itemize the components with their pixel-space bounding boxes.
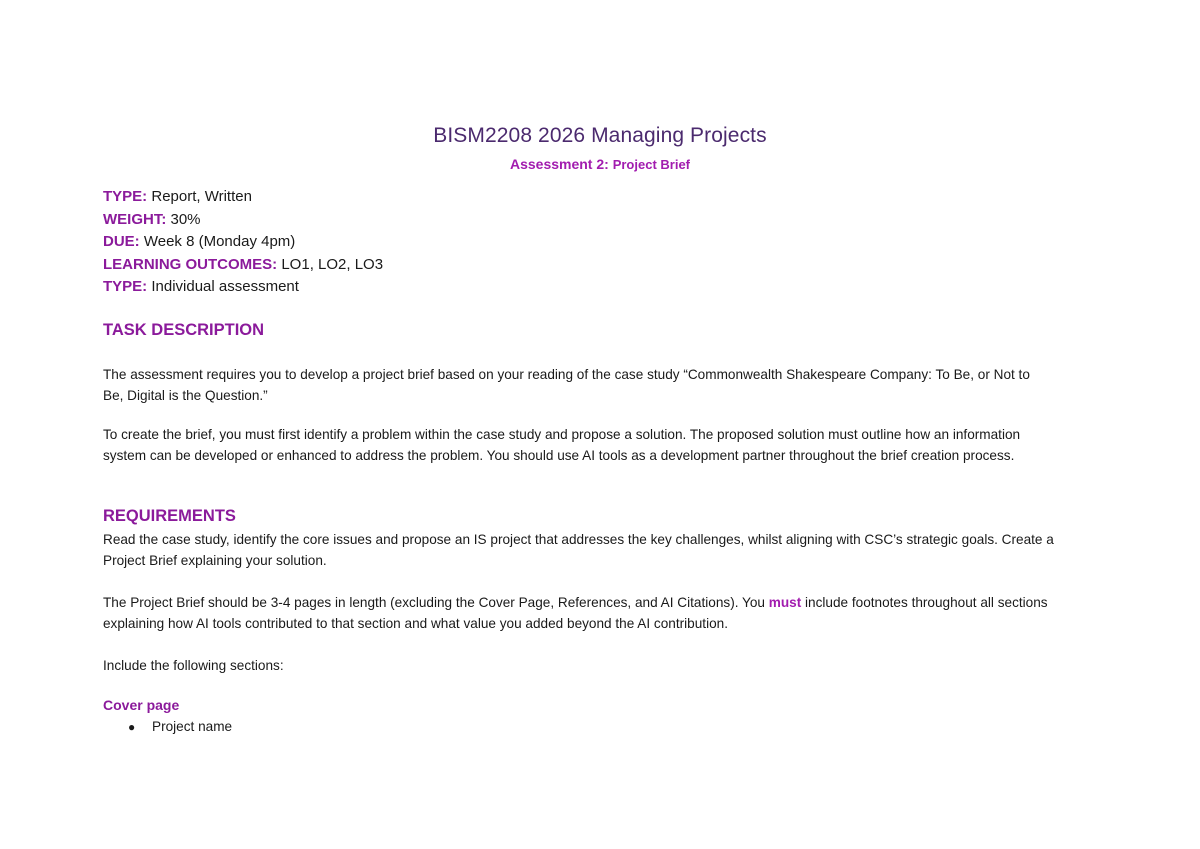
requirements-paragraph-3: Include the following sections: xyxy=(103,658,284,673)
meta-value: 30% xyxy=(170,210,201,228)
assessment-meta xyxy=(103,186,383,299)
paragraph-line: The assessment requires you to develop a project brief based on your reading of the case study “Commonwealth Shakespeare Company: To Be, or Not to xyxy=(103,367,1030,382)
paragraph-line: To create the brief, you must first identify a problem within the case study and propose a solution. The proposed solution must outline how an information xyxy=(103,427,1021,442)
requirements-paragraph-2 xyxy=(103,593,1093,634)
paragraph-line: Be, Digital is the Question.” xyxy=(103,387,268,403)
requirements-heading: REQUIREMENTS xyxy=(103,507,236,525)
cover-page-heading: Cover page xyxy=(103,697,180,713)
meta-value: Report, Written xyxy=(151,188,252,205)
list-item-label: Project name xyxy=(152,719,233,734)
meta-key: TYPE: xyxy=(103,188,148,205)
bullet-icon: ● xyxy=(128,720,136,734)
paragraph-line: explaining how AI tools contributed to that section and what value you added beyond the AI contribution. xyxy=(103,615,728,631)
paragraph-text: include footnotes throughout all sections xyxy=(801,595,1048,610)
emphasis-must: must xyxy=(768,595,802,610)
meta-row-type xyxy=(103,186,383,209)
meta-row-due xyxy=(103,231,383,254)
paragraph-line: Project Brief explaining your solution. xyxy=(103,552,327,568)
meta-key: WEIGHT: xyxy=(103,210,167,228)
meta-key: TYPE: xyxy=(103,278,148,296)
meta-row-assessment-type xyxy=(103,276,383,299)
meta-value: Week 8 (Monday 4pm) xyxy=(143,233,296,251)
meta-row-learning-outcomes xyxy=(103,254,383,277)
paragraph-line: Read the case study, identify the core issues and propose an IS project that addresses the key challenges, whilst aligning with CSC’s strategic goals. Create a xyxy=(103,532,1054,547)
subtitle-label: Assessment 2: xyxy=(509,156,609,172)
requirements-paragraph-1 xyxy=(103,530,1093,571)
list-item xyxy=(128,719,232,734)
meta-key: LEARNING OUTCOMES: xyxy=(103,255,278,273)
task-paragraph-1 xyxy=(103,365,1093,406)
task-description-heading: TASK DESCRIPTION xyxy=(103,321,265,339)
meta-value: LO1, LO2, LO3 xyxy=(281,255,384,273)
paragraph-line: system can be developed or enhanced to address the problem. You should use AI tools as a development partner throughout the brief creation process. xyxy=(103,447,1015,463)
paragraph-text: The Project Brief should be 3-4 pages in length (excluding the Cover Page, References, and AI Citations). You xyxy=(103,595,769,610)
paragraph-line xyxy=(103,593,1093,614)
meta-row-weight xyxy=(103,209,383,232)
document-title: BISM2208 2026 Managing Projects xyxy=(433,124,767,147)
meta-value: Individual assessment xyxy=(151,278,299,296)
task-paragraph-2 xyxy=(103,425,1093,466)
meta-key: DUE: xyxy=(103,233,140,251)
subtitle-value: Project Brief xyxy=(612,157,691,172)
document-subtitle xyxy=(0,156,1200,172)
